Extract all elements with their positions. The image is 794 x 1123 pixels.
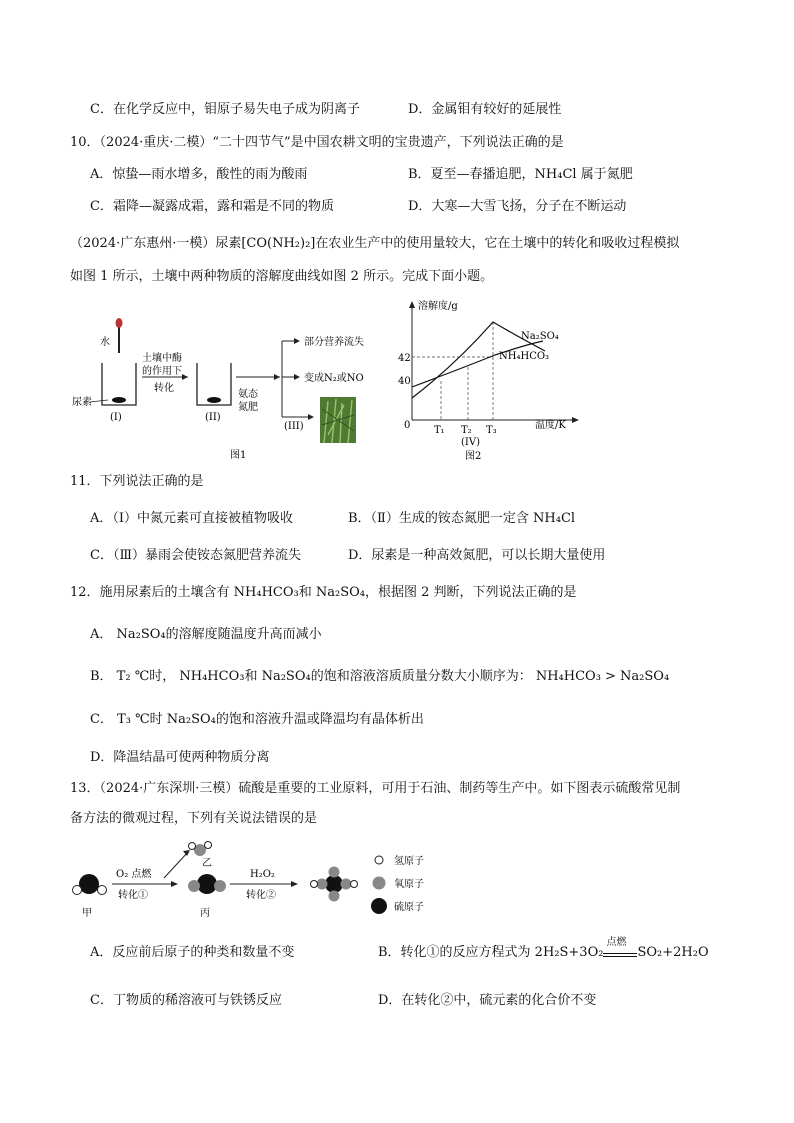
- q13-option-b-prefix: B．转化①的反应方程式为 2H₂S+3O₂: [378, 945, 604, 960]
- q12-option-a: A． Na₂SO₄的溶解度随温度升高而减小: [90, 627, 322, 642]
- arrow-label-action: 的作用下: [142, 366, 182, 377]
- molecule-ding-h2so4: [311, 867, 358, 902]
- tick-y-42: 42: [398, 353, 411, 364]
- dropper-bulb-icon: [116, 318, 123, 328]
- intro-line-1: （2024·广东惠州·一模）尿素[CO(NH₂)₂]在农业生产中的使用量较大，它在土壤中的转化和吸收过程模拟: [70, 236, 680, 251]
- q13-option-c: C．丁物质的稀溶液可与铁锈反应: [90, 993, 282, 1008]
- option-c-molybdenum: C．在化学反应中，钼原子易失电子成为阴离子: [90, 102, 360, 117]
- option-d-molybdenum: D．金属钼有较好的延展性: [408, 102, 562, 117]
- q13-option-b-suffix: SO₂+2H₂O: [637, 945, 709, 960]
- intro-line-2: 如图 1 所示，土壤中两种物质的溶解度曲线如图 2 所示。完成下面小题。: [70, 269, 494, 284]
- label-roman-3: (III): [284, 421, 304, 432]
- label-fert-top: 氨态: [238, 389, 258, 400]
- chart-origin: 0: [404, 420, 411, 431]
- q12-option-c: C． T₃ ℃时 Na₂SO₄的饱和溶液升温或降温均有晶体析出: [90, 712, 424, 727]
- tick-y-40: 40: [398, 376, 411, 387]
- q11-option-b: B．（Ⅱ）生成的铵态氮肥一定含 NH₄Cl: [348, 511, 576, 526]
- q13-option-b-condition-text: 点燃: [606, 937, 627, 948]
- legend-o-icon: [373, 877, 386, 890]
- molecule-jia-h2s: [73, 874, 107, 895]
- label-roman-4: (IV): [461, 437, 480, 448]
- question-10-stem: 10．（2024·重庆·二模）“二十四节气”是中国农耕文明的宝贵遗产，下列说法正确的是: [70, 135, 564, 150]
- figure-3-molecules: [68, 838, 468, 923]
- series-label-na2so4: Na₂SO₄: [521, 331, 559, 342]
- label-yi: 乙: [202, 858, 212, 869]
- legend-h-icon: [375, 856, 383, 864]
- q10-option-a: A．惊蛰—雨水增多，酸性的雨为酸雨: [90, 167, 308, 182]
- q11-option-c: C．（Ⅲ）暴雨会使铵态氮肥营养流失: [90, 548, 301, 563]
- q10-option-d: D．大寒—大雪飞扬，分子在不断运动: [408, 199, 627, 214]
- legend-s: 硫原子: [394, 902, 424, 913]
- series-label-nh4hco3: NH₄HCO₃: [499, 351, 550, 362]
- legend-s-icon: [371, 898, 387, 914]
- plant-image: [320, 397, 356, 443]
- branch-loss: 部分营养流失: [304, 337, 364, 348]
- question-12-stem: 12．施用尿素后的土壤含有 NH₄HCO₃和 Na₂SO₄，根据图 2 判断，下列说法正确的是: [70, 585, 577, 600]
- arrow1-name: 转化①: [118, 890, 148, 901]
- tick-t1: T₁: [434, 425, 445, 436]
- curve-nh4hco3: [412, 341, 543, 387]
- legend-h: 氢原子: [394, 856, 424, 867]
- label-water: 水: [100, 337, 110, 348]
- branch-gas: 变成N₂或NO: [304, 373, 364, 384]
- tick-t2: T₂: [461, 425, 472, 436]
- legend-o: 氧原子: [394, 879, 424, 890]
- figure-1: [70, 305, 400, 465]
- arrow2-name: 转化②: [246, 890, 276, 901]
- arrow-label-enzyme: 土壤中酶: [142, 353, 182, 364]
- q10-option-b: B．夏至—春播追肥，NH₄Cl 属于氮肥: [408, 167, 633, 182]
- arrow-label-convert: 转化: [154, 383, 174, 394]
- label-roman-1: (I): [110, 412, 122, 423]
- label-urea: 尿素: [72, 397, 92, 408]
- figure-1-caption: 图1: [230, 450, 247, 461]
- label-fert-bot: 氮肥: [238, 402, 258, 413]
- molecule-yi-h2o: [189, 842, 212, 857]
- label-roman-2: (II): [205, 412, 221, 423]
- chart-ylabel: 溶解度/g: [418, 301, 458, 312]
- arrow2-reagent: H₂O₂: [250, 869, 275, 880]
- q11-option-d: D．尿素是一种高效氮肥，可以长期大量使用: [348, 548, 606, 563]
- tick-t3: T₃: [486, 425, 497, 436]
- label-jia: 甲: [82, 908, 92, 919]
- q13-option-d: D．在转化②中，硫元素的化合价不变: [378, 993, 597, 1008]
- molecule-bing-so2: [188, 874, 226, 894]
- figure-2-chart: [395, 295, 585, 465]
- q13-option-a: A．反应前后原子的种类和数量不变: [90, 945, 295, 960]
- question-13-stem-1: 13．（2024·广东深圳·三模）硫酸是重要的工业原料，可用于石油、制药等生产中。如下图表示硫酸常见制: [70, 781, 681, 796]
- arrow1-condition: O₂ 点燃: [116, 869, 152, 880]
- q12-option-d: D．降温结晶可使两种物质分离: [90, 750, 270, 765]
- figure-2-caption: 图2: [465, 451, 482, 462]
- q13-option-b-condition: [603, 937, 637, 962]
- q12-option-b: B． T₂ ℃时， NH₄HCO₃和 Na₂SO₄的饱和溶液溶质质量分数大小顺序为： NH₄HCO₃ > Na₂SO₄: [90, 669, 670, 684]
- q10-option-c: C．霜降—凝露成霜，露和霜是不同的物质: [90, 199, 334, 214]
- chart-xlabel: 温度/K: [535, 420, 566, 431]
- question-13-stem-2: 备方法的微观过程，下列有关说法错误的是: [70, 811, 318, 826]
- q13-option-b: [378, 937, 709, 962]
- q11-option-a: A．（Ⅰ）中氮元素可直接被植物吸收: [90, 511, 294, 526]
- question-11-stem: 11．下列说法正确的是: [70, 474, 204, 489]
- urea-pellet: [112, 397, 126, 403]
- label-bing: 丙: [200, 908, 210, 919]
